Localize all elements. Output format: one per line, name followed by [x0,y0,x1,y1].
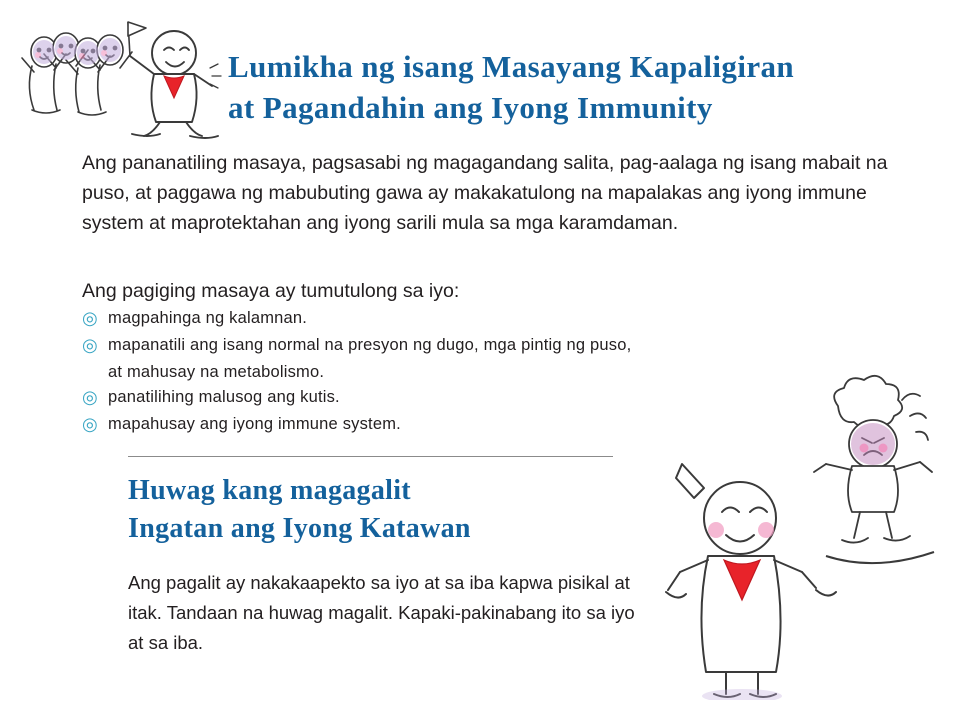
list-item-continuation: at mahusay na metabolismo. [108,363,325,381]
bullet-circle-icon: ◎ [82,414,98,434]
subtitle-line-1: Huwag kang magagalit [128,475,411,506]
subtitle-line-2: Ingatan ang Iyong Katawan [128,513,471,544]
list-item [82,333,842,358]
list-item [82,306,842,331]
page-title [228,46,928,128]
title-line-1: Lumikha ng isang Masayang Kapaligiran [228,49,795,84]
list-item-label: mapanatili ang isang normal na presyon ng dugo, mga pintig ng puso, [108,336,632,354]
bullet-circle-icon: ◎ [82,335,98,355]
list-lead-in: Ang pagiging masaya ay tumutulong sa iyo: [82,280,460,302]
section-heading [128,472,688,548]
bullet-circle-icon: ◎ [82,387,98,407]
intro-paragraph: Ang pananatiling masaya, pagsasabi ng magagandang salita, pag-aalaga ng isang mabait na puso, at paggawa ng mabubuting gawa ay makakatulong na mapalakas ang iyong immune system at maprotektahan ang iyong sarili mula sa mga karamdaman. [82,152,888,234]
illustration-top-left [14,8,229,148]
title-line-2: at Pagandahin ang Iyong Immunity [228,90,713,125]
illustration-bottom-right [630,370,955,700]
list-item-label: magpahinga ng kalamnan. [108,309,308,327]
list-item-label: mapahusay ang iyong immune system. [108,415,401,433]
section-divider [128,456,613,457]
list-item-label: panatilihing malusog ang kutis. [108,388,340,406]
bullet-circle-icon: ◎ [82,308,98,328]
section-paragraph: Ang pagalit ay nakakaapekto sa iyo at sa iba kapwa pisikal at itak. Tandaan na huwag magalit. Kapaki-pakinabang ito sa iyo at sa iba. [128,572,635,653]
